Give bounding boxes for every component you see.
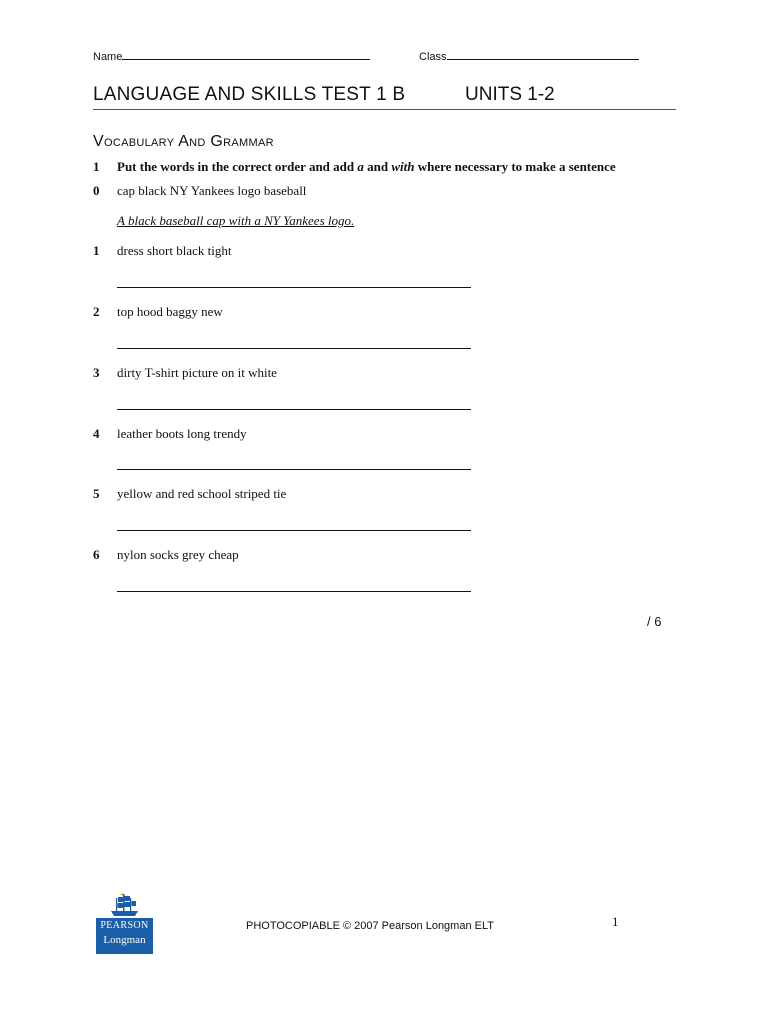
answer-line[interactable] xyxy=(117,469,471,470)
class-line xyxy=(447,50,639,60)
instruction-part: Put the words in the correct order and add xyxy=(117,159,358,174)
name-field xyxy=(93,50,370,63)
copyright-notice: PHOTOCOPIABLE © 2007 Pearson Longman ELT xyxy=(246,920,494,932)
answer-line[interactable] xyxy=(117,591,471,592)
item-words: top hood baggy new xyxy=(117,304,223,319)
answer-line[interactable] xyxy=(117,348,471,349)
item-words: dress short black tight xyxy=(117,243,232,258)
answer-line[interactable] xyxy=(117,530,471,531)
instruction-word-with: with xyxy=(391,159,415,174)
item-words: yellow and red school striped tie xyxy=(117,486,287,501)
exercise-number: 1 xyxy=(93,159,100,174)
logo-pearson-text: PEARSON xyxy=(100,920,149,931)
item-number: 2 xyxy=(93,304,100,319)
item-number: 6 xyxy=(93,547,100,562)
logo-longman-text: Longman xyxy=(103,934,146,946)
name-line xyxy=(122,50,370,60)
page-number: 1 xyxy=(612,914,619,929)
item-number: 1 xyxy=(93,243,100,258)
example-words: cap black NY Yankees logo baseball xyxy=(117,183,307,198)
example-answer: A black baseball cap with a NY Yankees logo. xyxy=(117,213,355,228)
example-number: 0 xyxy=(93,183,100,198)
class-label: Class xyxy=(419,51,447,63)
title-divider xyxy=(93,109,676,110)
class-field xyxy=(419,50,639,63)
answer-line[interactable] xyxy=(117,409,471,410)
instruction-part: and xyxy=(363,159,392,174)
exercise-instruction xyxy=(117,159,616,175)
section-heading: Vocabulary And Grammar xyxy=(93,133,274,150)
ship-icon xyxy=(96,893,153,919)
item-words: leather boots long trendy xyxy=(117,426,247,441)
name-label: Name xyxy=(93,51,123,63)
instruction-part: where necessary to make a sentence xyxy=(414,159,616,174)
instruction-word-a: a xyxy=(357,159,364,174)
item-number: 5 xyxy=(93,486,100,501)
item-number: 4 xyxy=(93,426,100,441)
item-words: nylon socks grey cheap xyxy=(117,547,239,562)
units-title: UNITS 1-2 xyxy=(465,84,555,105)
score-total: / 6 xyxy=(647,614,662,629)
test-title: LANGUAGE AND SKILLS TEST 1 B xyxy=(93,84,406,105)
item-words: dirty T-shirt picture on it white xyxy=(117,365,277,380)
pearson-logo xyxy=(96,893,153,954)
item-number: 3 xyxy=(93,365,100,380)
answer-line[interactable] xyxy=(117,287,471,288)
